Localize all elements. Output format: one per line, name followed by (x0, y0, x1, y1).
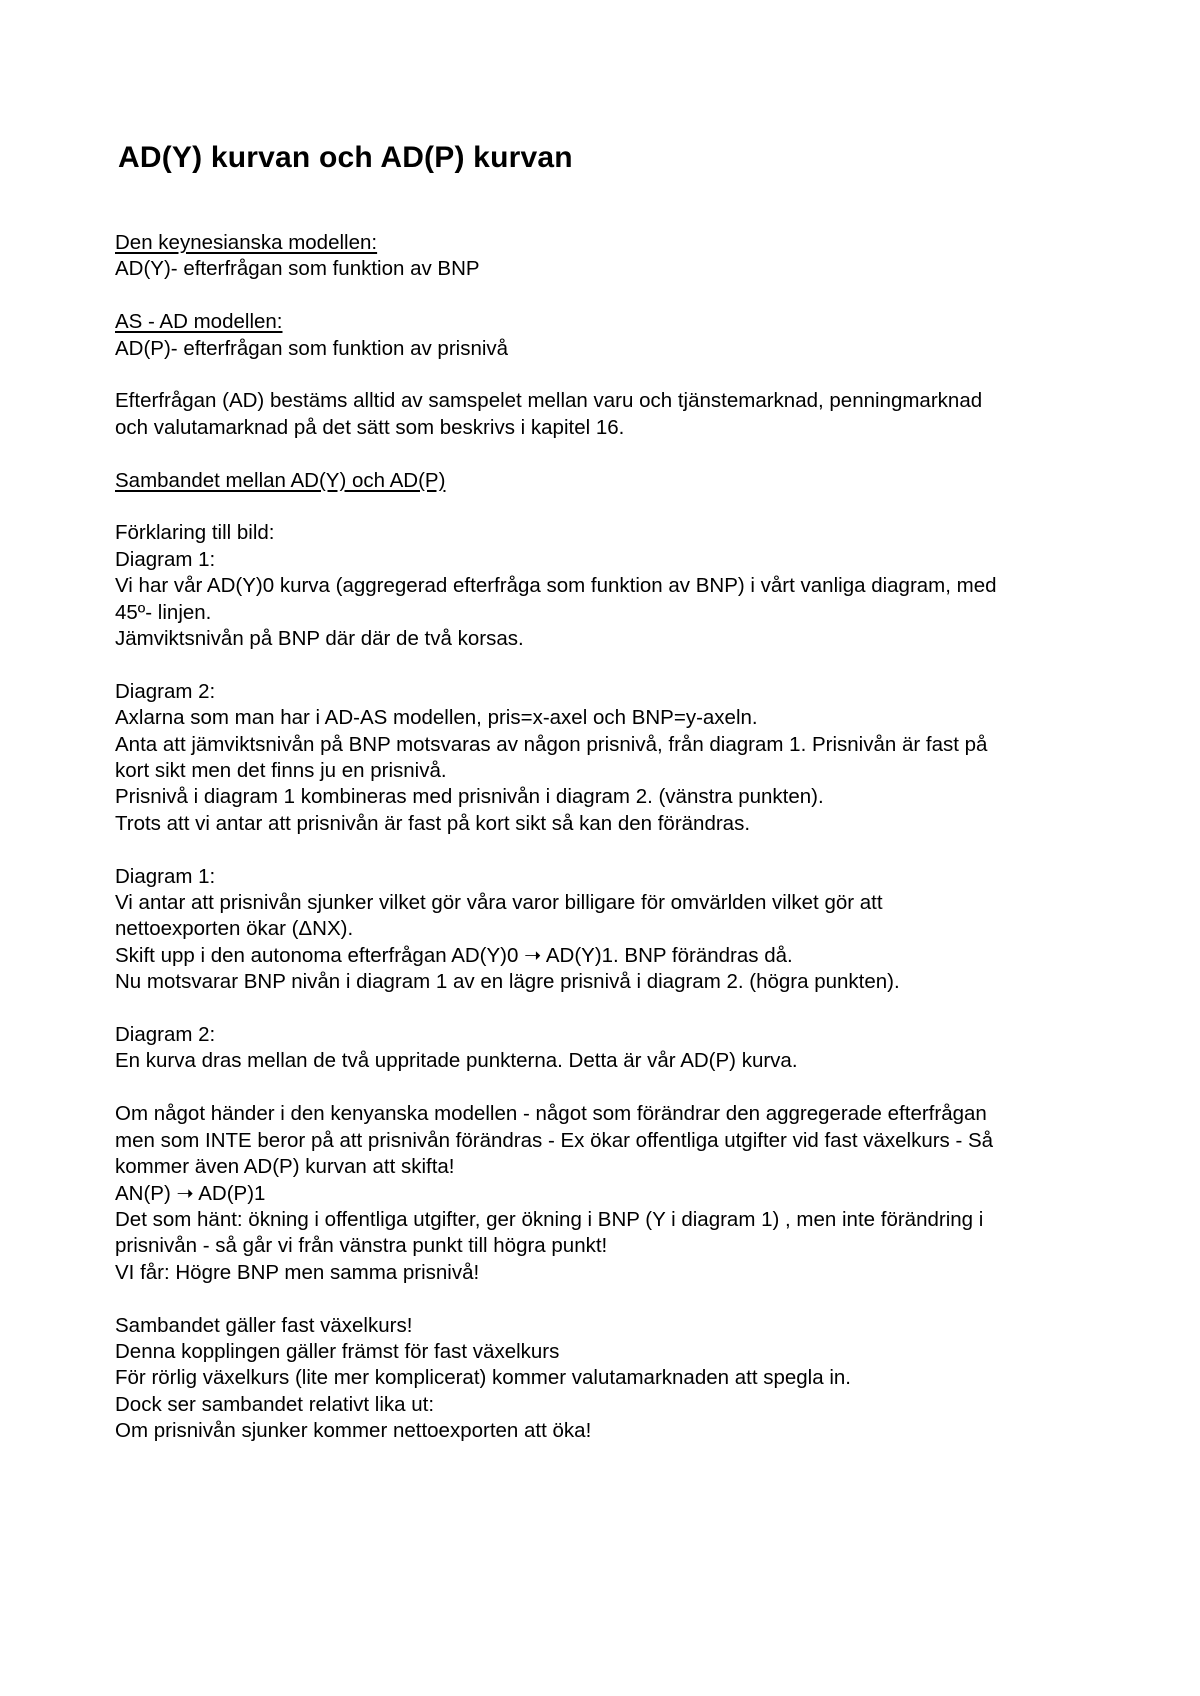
text-line-content: Jämviktsnivån på BNP där där de två korsas. (115, 627, 524, 651)
text-line-content: Nu motsvarar BNP nivån i diagram 1 av en lägre prisnivå i diagram 2. (högra punkten). (115, 970, 900, 994)
text-line (115, 1233, 1095, 1259)
text-line-content: Diagram 2: (115, 1023, 216, 1047)
paragraph-gap (115, 1075, 1095, 1101)
text-line (115, 916, 1095, 942)
text-line-content: Axlarna som man har i AD-AS modellen, pris=x-axel och BNP=y-axeln. (115, 706, 758, 730)
paragraph-gap (115, 996, 1095, 1022)
text-line-content: AN(P) ➝ AD(P)1 (115, 1181, 266, 1205)
text-line (115, 1181, 1095, 1207)
section-heading-text: Den keynesianska modellen: (115, 231, 378, 254)
text-line (115, 547, 1095, 573)
text-line-content: Anta att jämviktsnivån på BNP motsvaras av någon prisnivå, från diagram 1. Prisnivån är fast på (115, 732, 988, 756)
text-line (115, 1154, 1095, 1180)
paragraph-gap (115, 837, 1095, 863)
text-line-content: Vi antar att prisnivån sjunker vilket gör våra varor billigare för omvärlden vilket gör att (115, 891, 883, 915)
text-line-content: AD(P)- efterfrågan som funktion av prisnivå (115, 336, 509, 360)
text-line (115, 1207, 1095, 1233)
text-line (115, 336, 1095, 362)
text-line-content: och valutamarknad på det sätt som beskrivs i kapitel 16. (115, 415, 625, 439)
text-line (115, 626, 1095, 652)
text-line-content: nettoexporten ökar (ΔNX). (115, 917, 354, 941)
text-line-content: 45º- linjen. (115, 600, 212, 624)
text-line (115, 600, 1095, 626)
section-heading-text: Sambandet mellan AD(Y) och AD(P) (115, 468, 446, 492)
text-line-content: För rörlig växelkurs (lite mer komplicerat) kommer valutamarknaden att spegla in. (115, 1366, 851, 1390)
text-line-content: Efterfrågan (AD) bestäms alltid av samspelet mellan varu och tjänstemarknad, penningmarknad (115, 389, 983, 413)
text-line (115, 1365, 1095, 1391)
text-line-content: Diagram 1: (115, 864, 216, 888)
section-heading (115, 230, 1095, 256)
text-line (115, 705, 1095, 731)
text-line (115, 758, 1095, 784)
text-line-content: AD(Y)- efterfrågan som funktion av BNP (115, 257, 480, 281)
text-line-content: men som INTE beror på att prisnivån förändras - Ex ökar offentliga utgifter vid fast växelkurs - Så (115, 1128, 994, 1152)
text-line-content: Om prisnivån sjunker kommer nettoexporten att öka! (115, 1419, 592, 1443)
text-line (115, 890, 1095, 916)
paragraph-gap (115, 652, 1095, 678)
text-line (115, 1392, 1095, 1418)
text-line-content: Det som hänt: ökning i offentliga utgifter, ger ökning i BNP (Y i diagram 1) , men inte förändring i (115, 1207, 984, 1231)
text-line (115, 1260, 1095, 1286)
text-line (115, 256, 1095, 282)
paragraph-gap (115, 283, 1095, 309)
text-line (115, 943, 1095, 969)
text-line-content: kort sikt men det finns ju en prisnivå. (115, 759, 447, 783)
page-title: AD(Y) kurvan och AD(P) kurvan (118, 141, 573, 174)
text-line (115, 1022, 1095, 1048)
text-line-content: Om något händer i den kenyanska modellen - något som förändrar den aggregerade efterfrågan (115, 1102, 987, 1126)
text-line-content: Skift upp i den autonoma efterfrågan AD(Y)0 ➝ AD(Y)1. BNP förändras då. (115, 943, 793, 967)
text-line-content: Trots att vi antar att prisnivån är fast på kort sikt så kan den förändras. (115, 811, 751, 835)
text-line-content: prisnivån - så går vi från vänstra punkt till högra punkt! (115, 1234, 608, 1258)
text-line-content: Prisnivå i diagram 1 kombineras med prisnivån i diagram 2. (vänstra punkten). (115, 785, 824, 809)
text-line (115, 415, 1095, 441)
text-line-content: Denna kopplingen gäller främst för fast växelkurs (115, 1339, 560, 1363)
text-line (115, 784, 1095, 810)
paragraph-gap (115, 441, 1095, 467)
text-line (115, 1339, 1095, 1365)
text-line (115, 732, 1095, 758)
text-line-content: Vi har vår AD(Y)0 kurva (aggregerad efterfråga som funktion av BNP) i vårt vanliga diagram, med (115, 574, 997, 598)
text-line (115, 1101, 1095, 1127)
text-line-content: Förklaring till bild: (115, 521, 275, 545)
text-line (115, 1418, 1095, 1444)
text-line (115, 1128, 1095, 1154)
text-line (115, 811, 1095, 837)
text-line (115, 864, 1095, 890)
text-line (115, 573, 1095, 599)
text-line-content: En kurva dras mellan de två uppritade punkterna. Detta är vår AD(P) kurva. (115, 1049, 798, 1073)
text-line (115, 969, 1095, 995)
text-line-content: Sambandet gäller fast växelkurs! (115, 1313, 413, 1337)
paragraph-gap (115, 494, 1095, 520)
text-line-content: VI får: Högre BNP men samma prisnivå! (115, 1260, 480, 1284)
section-heading (115, 468, 1095, 494)
text-line-content: kommer även AD(P) kurvan att skifta! (115, 1155, 455, 1179)
document-body (115, 230, 1095, 1445)
text-line (115, 1048, 1095, 1074)
text-line-content: Diagram 1: (115, 547, 216, 571)
text-line-content: Diagram 2: (115, 679, 216, 703)
section-heading-text: AS - AD modellen: (115, 310, 283, 334)
text-line (115, 388, 1095, 414)
paragraph-gap (115, 1286, 1095, 1312)
paragraph-gap (115, 362, 1095, 388)
text-line (115, 679, 1095, 705)
section-heading (115, 309, 1095, 335)
text-line-content: Dock ser sambandet relativt lika ut: (115, 1392, 435, 1416)
text-line (115, 520, 1095, 546)
text-line (115, 1313, 1095, 1339)
